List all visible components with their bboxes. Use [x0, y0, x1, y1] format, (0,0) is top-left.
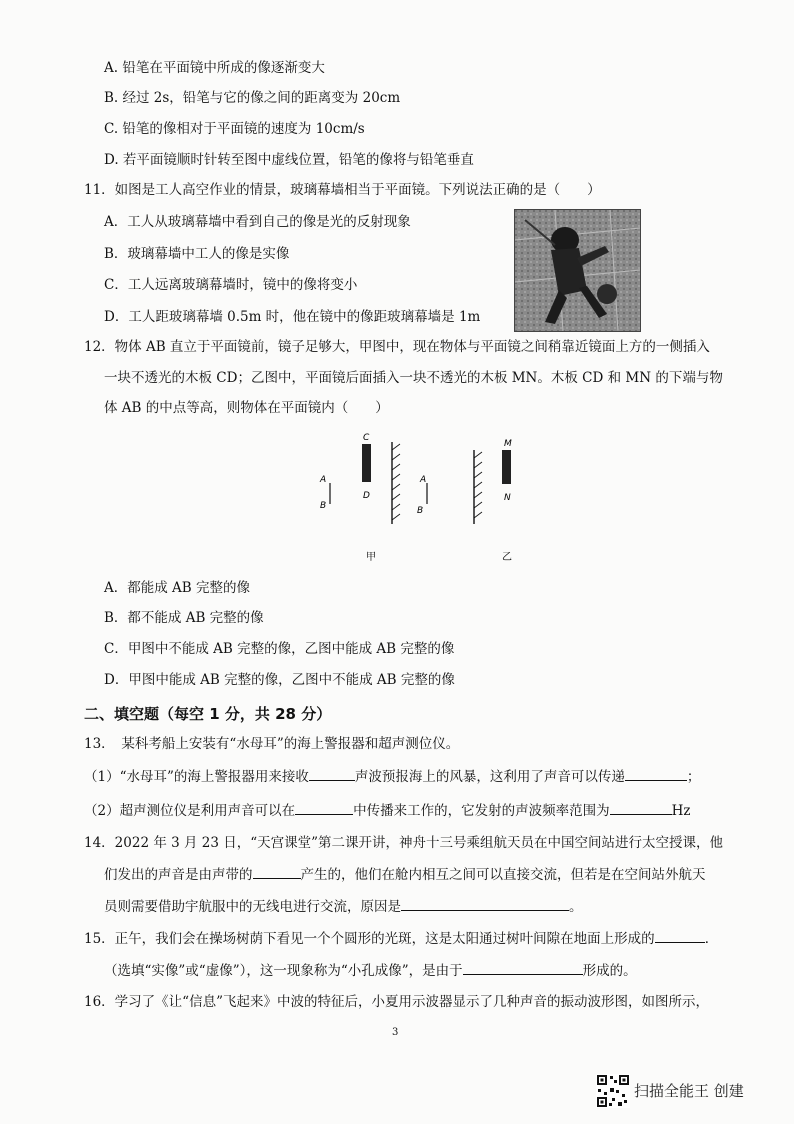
worker-photo — [514, 209, 641, 332]
q12-option-b: B．都不能成 AB 完整的像 — [104, 610, 264, 626]
q13-part-1: （1）“水母耳”的海上警报器用来接收 声波预报海上的风暴，这利用了声音可以传递 ； — [84, 766, 700, 787]
section-title: 二、填空题（每空 1 分，共 28 分） — [84, 705, 332, 723]
q14-line-3: 员则需要借助宇航服中的无线电进行交流，原因是 。 — [104, 896, 583, 917]
q13-stem: 13． 某科考船上安装有“水母耳”的海上警报器和超声测位仪。 — [84, 736, 460, 752]
q13-blank-1[interactable] — [309, 766, 355, 781]
mirror-right-hatch — [474, 452, 482, 518]
q12-option-d: D．甲图中能成 AB 完整的像，乙图中不能成 AB 完整的像 — [104, 672, 455, 688]
mirror-left-hatch — [392, 444, 400, 520]
q13-blank-4[interactable] — [610, 800, 672, 815]
q10-option-b: B. 经过 2s，铅笔与它的像之间的距离变为 20cm — [104, 90, 401, 106]
q15-line-2: （选填“实像”或“虚像”），这一现象称为“小孔成像”，是由于 形成的。 — [104, 960, 637, 981]
q15-line-1: 15．正午，我们会在操场树荫下看见一个个圆形的光斑，这是太阳通过树叶间隙在地面上形成的 ． — [84, 928, 718, 949]
label-n: N — [504, 493, 511, 503]
board-cd — [362, 444, 371, 482]
label-b-right: B — [417, 506, 424, 516]
label-c: C — [363, 433, 370, 443]
q12-option-c: C．甲图中不能成 AB 完整的像，乙图中能成 AB 完整的像 — [104, 641, 455, 657]
label-a-left: A — [320, 475, 327, 485]
q15-blank-1[interactable] — [655, 928, 705, 943]
q11-option-d: D．工人距玻璃幕墙 0.5m 时，他在镜中的像距玻璃幕墙是 1m — [104, 309, 481, 325]
q12-option-a: A．都能成 AB 完整的像 — [104, 580, 251, 596]
caption-jia: 甲 — [366, 552, 376, 563]
q11-option-c: C．工人远离玻璃幕墙时，镜中的像将变小 — [104, 277, 358, 293]
label-b-left: B — [320, 501, 327, 511]
scanner-watermark: 扫描全能王 创建 — [634, 1082, 744, 1100]
q13-blank-2[interactable] — [625, 766, 687, 781]
q12-stem-line-1: 12．物体 AB 直立于平面镜前，镜子足够大，甲图中，现在物体与平面镜之间稍靠近镜面上方的一侧插入 — [84, 339, 710, 355]
q12-stem-line-2: 一块不透光的木板 CD；乙图中，平面镜后面插入一块不透光的木板 MN。木板 CD 和 MN 的下端与物 — [104, 370, 723, 386]
q13-part-2: （2）超声测位仪是利用声音可以在 中传播来工作的，它发射的声波频率范围为 Hz — [84, 800, 690, 821]
q10-option-a: A. 铅笔在平面镜中所成的像逐渐变大 — [104, 60, 325, 76]
mirror-diagram — [300, 420, 560, 580]
q14-line-2: 们发出的声音是由声带的 产生的，他们在舱内相互之间可以直接交流，但若是在空间站外航天 — [104, 864, 706, 885]
q11-stem: 11．如图是工人高空作业的情景，玻璃幕墙相当于平面镜。下列说法正确的是（ ） — [84, 182, 601, 198]
q13-blank-3[interactable] — [295, 800, 353, 815]
caption-yi: 乙 — [502, 552, 512, 563]
q10-option-c: C. 铅笔的像相对于平面镜的速度为 10cm/s — [104, 121, 365, 137]
q11-option-b: B．玻璃幕墙中工人的像是实像 — [104, 246, 290, 262]
label-a-right: A — [420, 475, 427, 485]
q16-line-1: 16．学习了《让“信息”飞起来》中波的特征后，小夏用示波器显示了几种声音的振动波形图，如图所示， — [84, 994, 709, 1010]
board-mn — [502, 450, 511, 484]
qr-code-icon — [596, 1074, 630, 1108]
page-number: 3 — [392, 1027, 399, 1038]
label-m: M — [504, 439, 512, 449]
q11-option-a: A．工人从玻璃幕墙中看到自己的像是光的反射现象 — [104, 214, 411, 230]
q14-blank-2[interactable] — [401, 896, 569, 911]
q12-stem-line-3: 体 AB 的中点等高，则物体在平面镜内（ ） — [104, 400, 389, 416]
q14-blank-1[interactable] — [253, 864, 301, 879]
q14-line-1: 14．2022 年 3 月 23 日，“天宫课堂”第二课开讲，神舟十三号乘组航天员在中国空间站进行太空授课，他 — [84, 835, 724, 851]
q15-blank-2[interactable] — [463, 960, 583, 975]
q10-option-d: D. 若平面镜顺时针转至图中虚线位置，铅笔的像将与铅笔垂直 — [104, 152, 474, 168]
label-d: D — [363, 491, 370, 501]
